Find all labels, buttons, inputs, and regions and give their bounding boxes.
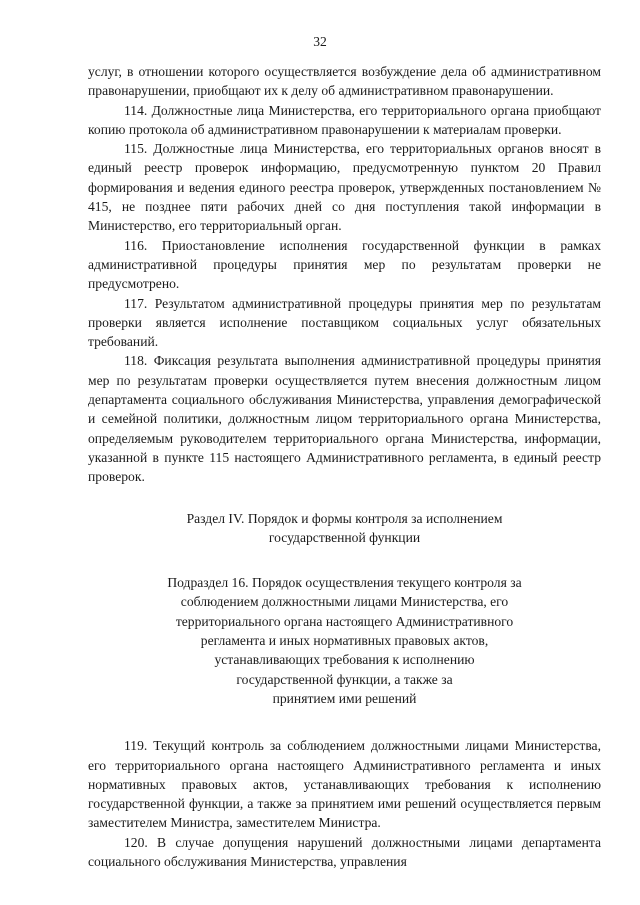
subsection-heading-line: Подраздел 16. Порядок осуществления текущего контроля за	[167, 575, 522, 591]
paragraph-119: 119. Текущий контроль за соблюдением должностными лицами Министерства, его территориального органа настоящего Административного регламента и иных нормативных правовых актов, устанавливающих требования к исполнению государственной функции, а также за принятием ими решений осуществляется первым заместителем Министра, заместителем Министра.	[88, 738, 601, 831]
paragraph-116: 116. Приостановление исполнения государственной функции в рамках административной процедуры принятия мер по результатам проверки не предусмотрено.	[88, 237, 601, 292]
paragraph-120: 120. В случае допущения нарушений должностными лицами департамента социального обслуживания Министерства, управления	[88, 834, 601, 869]
paragraph-118: 118. Фиксация результата выполнения административной процедуры принятия мер по результатам проверки осуществляется путем внесения должностным лицом департамента социального обслуживания Министерства, управления демографической и семейной политики, должностным лицом территориального органа Министерства, определяемым руководителем территориального органа Министерства, информации, указанной в пункте 115 настоящего Административного регламента, в единый реестр проверок.	[88, 353, 601, 485]
subsection-heading-line: территориального органа настоящего Административного	[175, 613, 514, 629]
paragraph-117: 117. Результатом административной процедуры принятия мер по результатам проверки является исполнение поставщиком социальных услуг обязательных требований.	[88, 295, 601, 350]
paragraph-115: 115. Должностные лица Министерства, его территориальных органов вносят в единый реестр проверок информацию, предусмотренную пунктом 20 Правил формирования и ведения единого реестра проверок, утвержденных постановлением № 415, не позднее пяти рабочих дней со дня поступления такой информации в Министерство, его территориальный орган.	[88, 141, 601, 234]
subsection-heading-line: государственной функции, а также за	[236, 671, 453, 687]
section-iv-heading	[88, 509, 601, 548]
subsection-heading-line: соблюдением должностными лицами Министерства, его	[180, 594, 509, 610]
subsection-heading-line: устанавливающих требования к исполнению	[214, 652, 475, 668]
section-iv-heading-line: Раздел IV. Порядок и формы контроля за исполнением	[186, 510, 503, 526]
document-body	[88, 62, 601, 871]
subsection-heading-line: принятием ими решений	[272, 690, 417, 706]
paragraph-continuation: услуг, в отношении которого осуществляется возбуждение дела об административном правонарушении, приобщают их к делу об административном правонарушении.	[88, 64, 601, 99]
page-number: 32	[313, 34, 327, 49]
subsection-heading-line: регламента и иных нормативных правовых актов,	[200, 633, 489, 649]
paragraph-114: 114. Должностные лица Министерства, его территориального органа приобщают копию протокола об административном правонарушении к материалам проверки.	[88, 102, 601, 137]
section-iv-heading-line: государственной функции	[268, 529, 421, 545]
subsection-16-heading	[88, 573, 601, 708]
